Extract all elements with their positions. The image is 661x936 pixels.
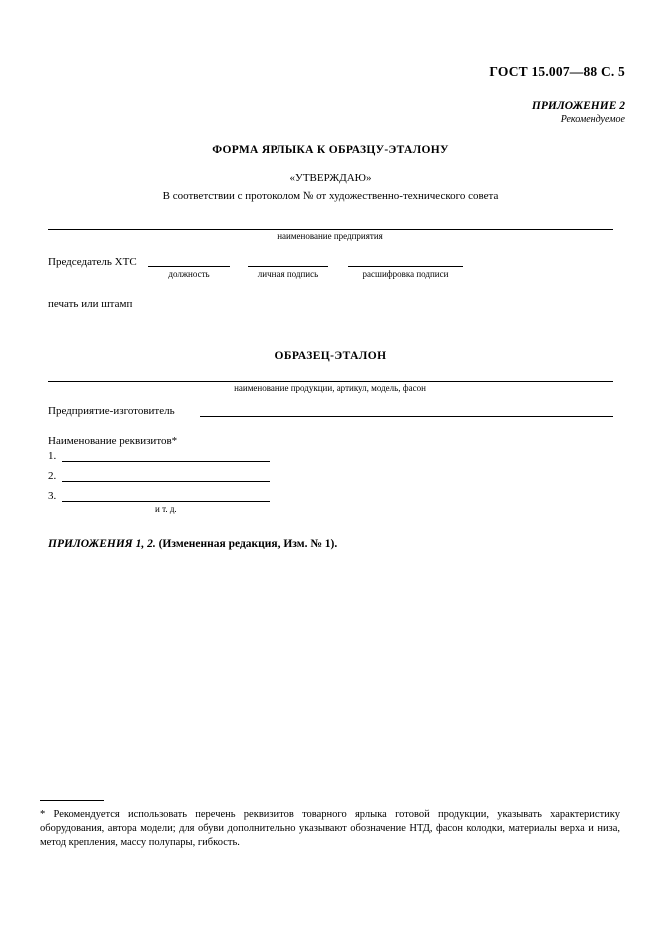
- annexes-revision-note: [48, 538, 337, 550]
- footnote-divider: [40, 800, 104, 801]
- signature-caption: личная подпись: [257, 269, 319, 279]
- form-title: ФОРМА ЯРЛЫКА К ОБРАЗЦУ-ЭТАЛОНУ: [212, 144, 449, 156]
- product-name-caption: наименование продукции, артикул, модель, фасон: [234, 383, 426, 393]
- sample-title: ОБРАЗЕЦ-ЭТАЛОН: [274, 350, 387, 362]
- manufacturer-label: Предприятие-изготовитель: [48, 405, 175, 417]
- etc-label: и т. д.: [155, 504, 177, 514]
- enterprise-name-caption: наименование предприятия: [277, 231, 383, 241]
- enterprise-name-rule: [48, 229, 613, 230]
- stamp-label: печать или штамп: [48, 298, 133, 310]
- approve-word: «УТВЕРЖДАЮ»: [289, 172, 372, 184]
- position-caption: должность: [168, 269, 210, 279]
- annex-sub-label: Рекомендуемое: [560, 114, 625, 125]
- requisite-item-1-number: 1.: [48, 450, 57, 462]
- annexes-revision-note-part1: ПРИЛОЖЕНИЯ 1, 2.: [48, 538, 159, 550]
- signature-decode-caption: расшифровка подписи: [362, 269, 449, 279]
- annex-label: ПРИЛОЖЕНИЕ 2: [531, 100, 625, 112]
- footnote-text: * Рекомендуется использовать перечень реквизитов товарного ярлыка готовой продукции, указывать характеристику оборудования, автора модели; для обуви дополнительно указывают обозначение НТД, фасон колодки, материалы верха и низа, метод крепления, массу полупары, гибкость.: [40, 809, 620, 849]
- requisite-item-3-rule: [62, 501, 270, 502]
- requisite-item-2-rule: [62, 481, 270, 482]
- chairman-label: Председатель ХТС: [48, 256, 137, 268]
- page-header-standard-ref: ГОСТ 15.007—88 С. 5: [489, 64, 625, 79]
- product-name-rule: [48, 381, 613, 382]
- requisite-item-3-number: 3.: [48, 490, 57, 502]
- requisites-label: Наименование реквизитов*: [48, 435, 178, 447]
- manufacturer-rule: [200, 416, 613, 417]
- protocol-line: В соответствии с протоколом № от художественно-технического совета: [162, 190, 499, 202]
- chairman-signature-decode-rule: [348, 266, 463, 267]
- chairman-position-rule: [148, 266, 230, 267]
- annexes-revision-note-part2: (Измененная редакция, Изм. № 1).: [158, 538, 338, 550]
- requisite-item-2-number: 2.: [48, 470, 57, 482]
- chairman-signature-rule: [248, 266, 328, 267]
- requisite-item-1-rule: [62, 461, 270, 462]
